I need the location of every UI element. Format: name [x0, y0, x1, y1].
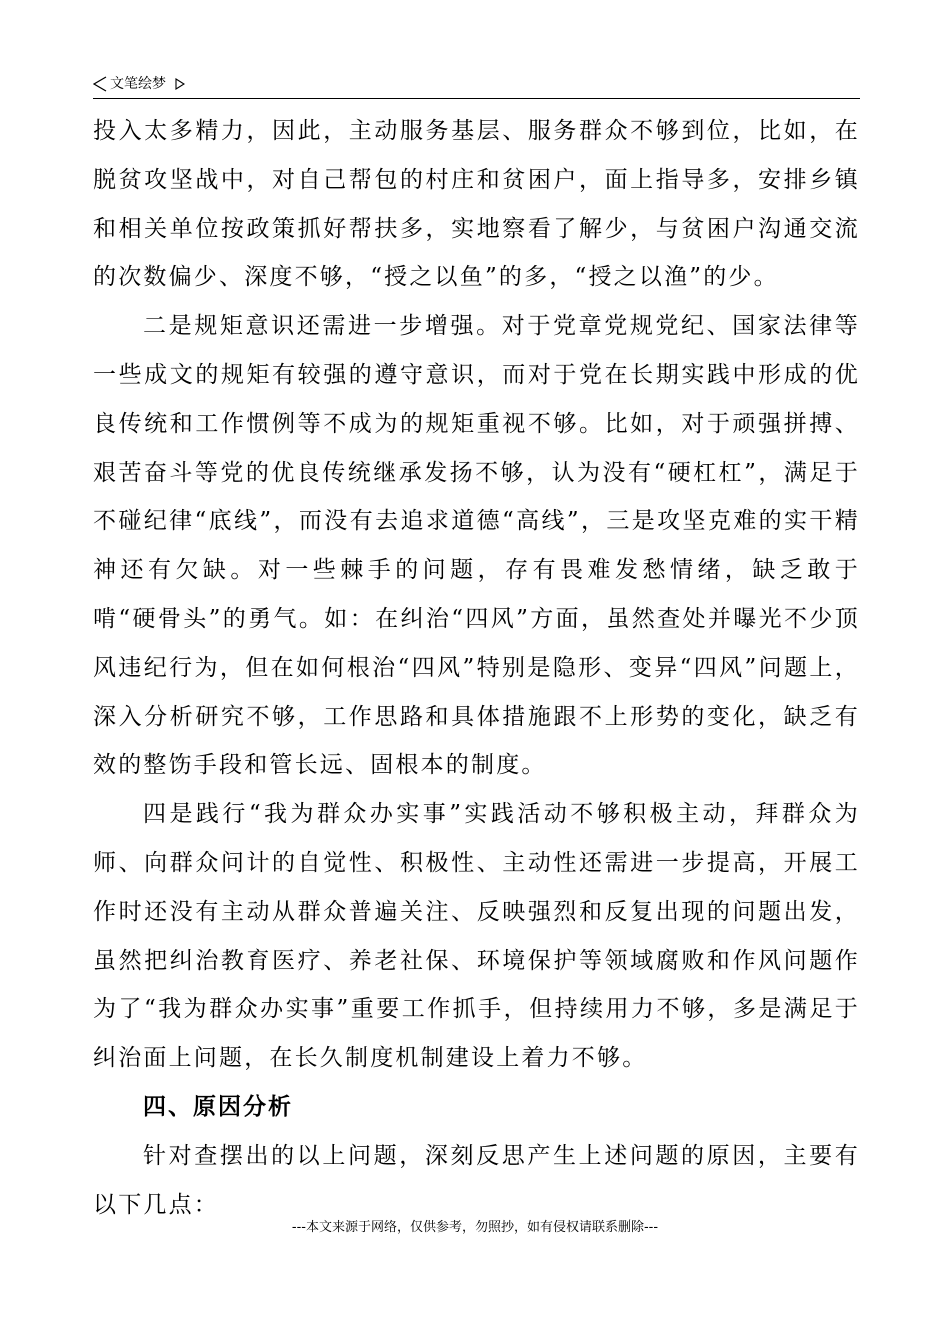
section-heading: 四、原因分析 — [143, 1093, 293, 1120]
footer-disclaimer: ---本文来源于网络，仅供参考，勿照抄，如有侵权请联系删除--- — [291, 1220, 659, 1235]
triangle-left-outline-icon — [93, 76, 107, 92]
paragraph-rules-awareness: 二是规矩意识还需进一步增强。对于党章党规党纪、国家法律等一些成文的规矩有较强的遵守意识，而对于党在长期实践中形成的优良传统和工作惯例等不成为的规矩重视不够。比如，对于顽强拼搏、艰苦奋斗等党的优良传统继承发扬不够，认为没有“硬杠杠”，满足于不碰纪律“底线”，而没有去追求道德“高线”，三是攻坚克难的实干精神还有欠缺。对一些棘手的问题，存有畏难发愁情绪，缺乏敢于啃“硬骨头”的勇气。如：在纠治“四风”方面，虽然查处并曝光不少顶风违纪行为，但在如何根治“四风”特别是隐形、变异“四风”问题上，深入分析研究不够，工作思路和具体措施跟不上形势的变化，缺乏有效的整饬手段和管长远、固根本的制度。 — [93, 313, 860, 779]
triangle-right-outline-icon — [175, 78, 185, 90]
page-header — [93, 72, 860, 99]
paragraph-cause-intro: 针对查摆出的以上问题，深刻反思产生上述问题的原因，主要有以下几点： — [93, 1142, 860, 1218]
paragraph-continued: 投入太多精力，因此，主动服务基层、服务群众不够到位，比如，在脱贫攻坚战中，对自己帮包的村庄和贫困户，面上指导多，安排乡镇和相关单位按政策抓好帮扶多，实地察看了解少，与贫困户沟通交流的次数偏少、深度不够，“授之以鱼”的多，“授之以渔”的少。 — [93, 118, 860, 291]
document-body — [93, 107, 860, 1229]
brand — [93, 74, 185, 94]
paragraph-serve-the-people: 四是践行“我为群众办实事”实践活动不够积极主动，拜群众为师、向群众问计的自觉性、积极性、主动性还需进一步提高，开展工作时还没有主动从群众普遍关注、反映强烈和反复出现的问题出发，虽然把纠治教育医疗、养老社保、环境保护等领域腐败和作风问题作为了“我为群众办实事”重要工作抓手，但持续用力不够，多是满足于纠治面上问题，在长久制度机制建设上着力不够。 — [93, 801, 860, 1072]
brand-text: 文笔绘梦 — [110, 76, 166, 92]
